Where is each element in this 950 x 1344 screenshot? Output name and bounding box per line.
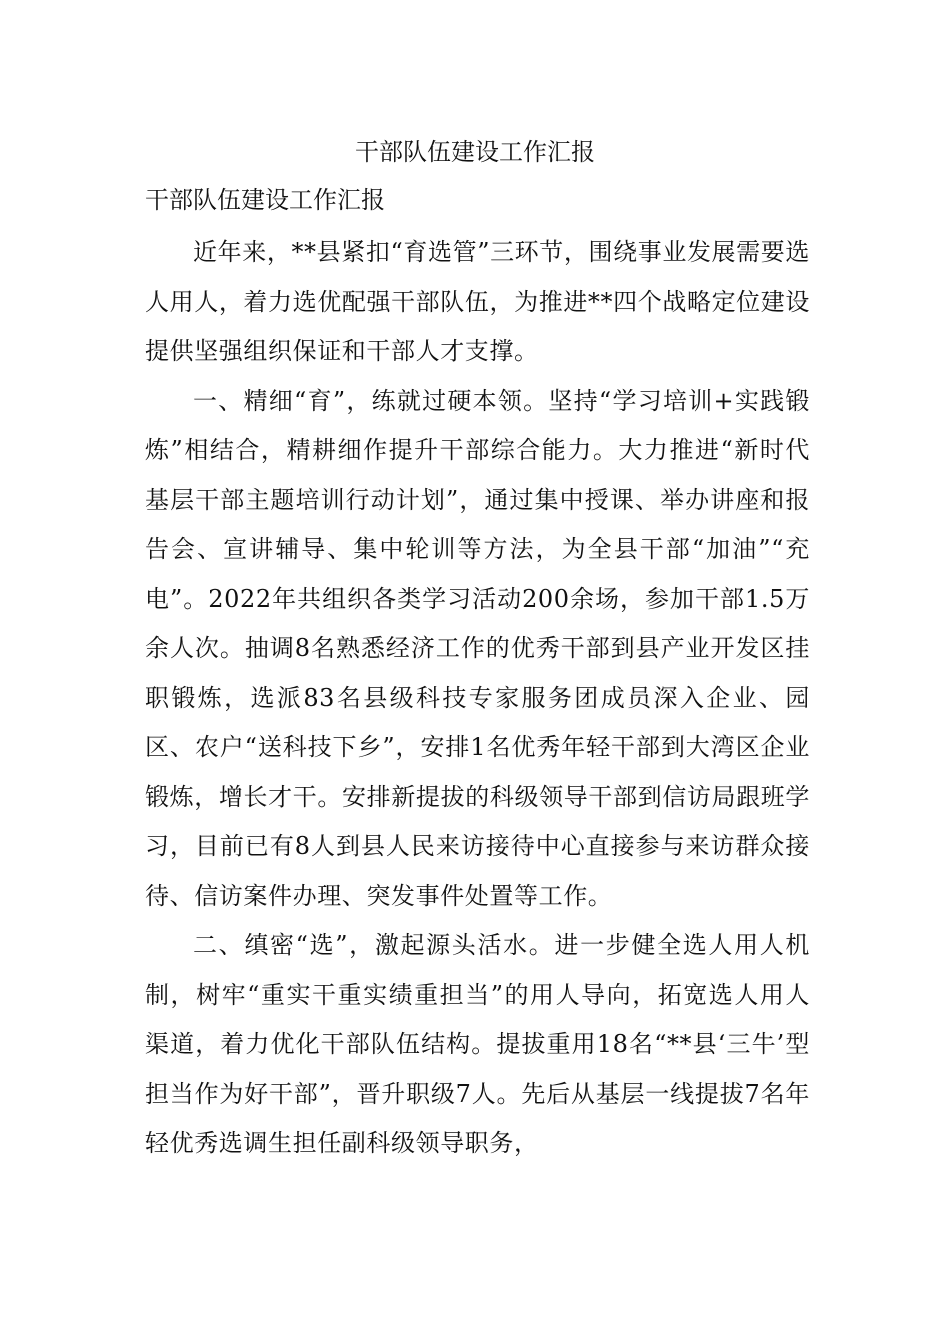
document-subtitle: 干部队伍建设工作汇报 — [145, 186, 385, 214]
paragraph-intro: 近年来，**县紧扣“育选管”三环节，围绕事业发展需要选人用人，着力选优配强干部队伍，为推进**四个战略定位建设提供坚强组织保证和干部人才支撑。 — [145, 238, 810, 365]
paragraph-section-two: 二、缜密“选”，激起源头活水。进一步健全选人用人机制，树牢“重实干重实绩重担当”的用人导向，拓宽选人用人渠道，着力优化干部队伍结构。提拔重用18名“**县‘三牛’型担当作为好干部”，晋升职级7人。先后从基层一线提拔7名年轻优秀选调生担任副科级领导职务， — [145, 931, 810, 1157]
paragraph-section-one: 一、精细“育”，练就过硬本领。坚持“学习培训+实践锻炼”相结合，精耕细作提升干部综合能力。大力推进“新时代基层干部主题培训行动计划”，通过集中授课、举办讲座和报告会、宣讲辅导、集中轮训等方法，为全县干部“加油”“充电”。2022年共组织各类学习活动200余场，参加干部1.5万余人次。抽调8名熟悉经济工作的优秀干部到县产业开发区挂职锻炼，选派83名县级科技专家服务团成员深入企业、园区、农户“送科技下乡”，安排1名优秀年轻干部到大湾区企业锻炼，增长才干。安排新提拔的科级领导干部到信访局跟班学习，目前已有8人到县人民来访接待中心直接参与来访群众接待、信访案件办理、突发事件处置等工作。 — [145, 386, 810, 910]
document-title: 干部队伍建设工作汇报 — [355, 138, 595, 166]
document-body — [145, 228, 810, 1169]
